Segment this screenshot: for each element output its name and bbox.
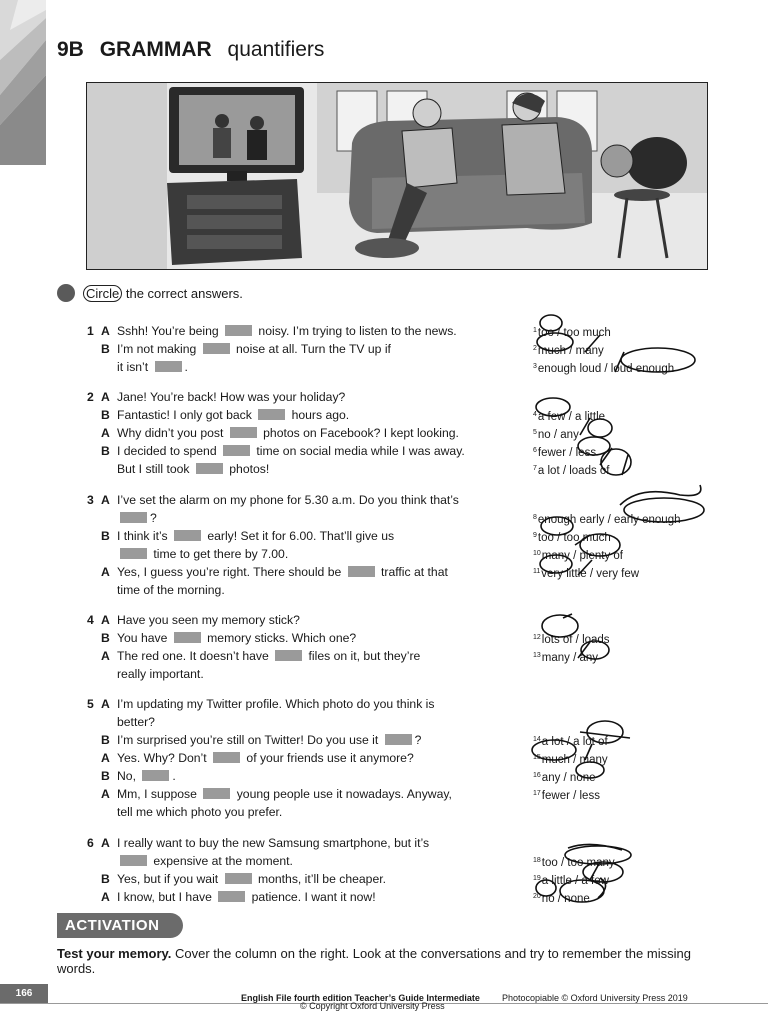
speaker-label: A <box>101 787 110 801</box>
dialogue-text: Have you seen my memory stick? <box>117 613 300 627</box>
answer-number: 18 <box>533 857 541 864</box>
dialogue-text: files on it, but they’re <box>305 649 421 663</box>
dialogue-text: time on social media while I was away. <box>253 444 465 458</box>
dialogue-text: really important. <box>117 667 204 681</box>
answer-option <box>533 732 608 750</box>
answer-choices: a lot / a lot of <box>541 736 608 748</box>
exercise-number: 5 <box>87 697 94 711</box>
dialogue-line <box>117 804 282 820</box>
answer-gap <box>225 325 252 336</box>
speaker-label: B <box>101 769 110 783</box>
answer-number: 11 <box>533 568 541 575</box>
answer-choices: fewer / less <box>537 447 597 459</box>
dialogue-text: . <box>172 769 176 783</box>
answer-number: 19 <box>533 875 541 882</box>
answer-option <box>533 889 590 907</box>
section-code: 9B <box>57 38 84 61</box>
dialogue-text: But I still took <box>117 462 193 476</box>
answer-gap <box>230 427 257 438</box>
dialogue-line <box>117 714 155 730</box>
dialogue-text: ? <box>150 511 157 525</box>
dialogue-text: Jane! You’re back! How was your holiday? <box>117 390 346 404</box>
answer-number: 20 <box>533 893 541 900</box>
dialogue-line <box>117 492 459 508</box>
dialogue-line <box>117 359 188 375</box>
speaker-label: A <box>101 324 110 338</box>
dialogue-line <box>117 630 356 646</box>
answer-choices: no / any <box>537 429 579 441</box>
dialogue-line <box>117 666 204 682</box>
dialogue-line <box>117 768 176 784</box>
answer-option <box>533 341 604 359</box>
instruction-text: the correct answers. <box>122 286 243 301</box>
dialogue-text: young people use it nowadays. Anyway, <box>233 787 452 801</box>
dialogue-text: photos on Facebook? I kept looking. <box>259 426 459 440</box>
answer-number: 15 <box>533 754 541 761</box>
answer-choices: a lot / loads of <box>537 465 610 477</box>
answer-gap <box>275 650 302 661</box>
answer-number: 9 <box>533 532 537 539</box>
dialogue-text: early! Set it for 6.00. That’ll give us <box>203 529 395 543</box>
dialogue-text: traffic at that <box>377 565 448 579</box>
answer-number: 3 <box>533 363 537 370</box>
answer-number: 1 <box>533 327 537 334</box>
dialogue-text: time to get there by 7.00. <box>150 547 289 561</box>
answer-gap <box>174 530 201 541</box>
dialogue-line <box>117 750 414 766</box>
speaker-label: B <box>101 444 110 458</box>
exercise-number: 3 <box>87 493 94 507</box>
activation-bold: Test your memory. <box>57 946 172 961</box>
instruction <box>57 284 243 302</box>
answer-gap <box>155 361 182 372</box>
dialogue-text: memory sticks. Which one? <box>203 631 357 645</box>
answer-gap <box>203 788 230 799</box>
dialogue-text: No, <box>117 769 140 783</box>
answer-choices: many / plenty of <box>541 550 623 562</box>
answer-gap <box>196 463 223 474</box>
speaker-label: A <box>101 649 110 663</box>
answer-gap <box>203 343 230 354</box>
answer-gap <box>174 632 201 643</box>
dialogue-line <box>117 564 448 580</box>
speaker-label: A <box>101 613 110 627</box>
answer-number: 8 <box>533 514 537 521</box>
speaker-label: A <box>101 836 110 850</box>
answer-choices: too / too much <box>537 327 611 339</box>
speaker-label: B <box>101 408 110 422</box>
dialogue-text: photos! <box>225 462 270 476</box>
speaker-label: A <box>101 426 110 440</box>
answer-option <box>533 323 611 341</box>
dialogue-text: Fantastic! I only got back <box>117 408 256 422</box>
answer-gap <box>142 770 169 781</box>
instruction-circled-word: Circle <box>83 285 122 302</box>
speaker-label: B <box>101 342 110 356</box>
dialogue-text: it isn’t <box>117 360 152 374</box>
dialogue-text: time of the morning. <box>117 583 225 597</box>
dialogue-line <box>117 443 465 459</box>
dialogue-text: tell me which photo you prefer. <box>117 805 283 819</box>
answer-option <box>533 443 596 461</box>
dialogue-text: Yes. Why? Don’t <box>117 751 211 765</box>
dialogue-line <box>117 786 452 802</box>
dialogue-text: noisy. I’m trying to listen to the news. <box>255 324 457 338</box>
exercise-number: 4 <box>87 613 94 627</box>
answer-choices: much / many <box>537 345 604 357</box>
dialogue-text: . <box>184 360 188 374</box>
answer-option <box>533 871 609 889</box>
page-title <box>57 38 324 62</box>
speaker-label: A <box>101 890 110 904</box>
dialogue-text: Mm, I suppose <box>117 787 201 801</box>
answer-choices: enough early / early enough <box>537 514 681 526</box>
answer-option <box>533 407 605 425</box>
answer-choices: much / many <box>541 754 608 766</box>
dialogue-line <box>117 546 288 562</box>
footer-book-title: English File fourth edition Teacher’s Guide Intermediate <box>241 993 480 1003</box>
answer-option <box>533 528 611 546</box>
answer-choices: a little / a few <box>541 875 609 887</box>
dialogue-line <box>117 389 345 405</box>
dialogue-text: I’m surprised you’re still on Twitter! Do you use it <box>117 733 382 747</box>
speaker-label: B <box>101 529 110 543</box>
speaker-label: A <box>101 565 110 579</box>
dialogue-line <box>117 648 420 664</box>
footer-rights: Photocopiable © Oxford University Press 2019 <box>502 993 688 1003</box>
dialogue-line <box>117 582 225 598</box>
answer-choices: any / none <box>541 772 596 784</box>
answer-number: 16 <box>533 772 541 779</box>
answer-gap <box>223 445 250 456</box>
answer-option <box>533 425 579 443</box>
dialogue-text: hours ago. <box>288 408 350 422</box>
answer-gap <box>385 734 412 745</box>
answer-gap <box>120 548 147 559</box>
answer-option <box>533 510 680 528</box>
answer-gap <box>258 409 285 420</box>
answer-option <box>533 546 623 564</box>
answer-choices: enough loud / loud enough <box>537 363 675 375</box>
illustration <box>86 82 708 270</box>
dialogue-text: I know, but I have <box>117 890 216 904</box>
exercise-number: 6 <box>87 836 94 850</box>
speaker-label: A <box>101 493 110 507</box>
dialogue-line <box>117 853 293 869</box>
dialogue-text: I’m not making <box>117 342 200 356</box>
exercise-number: 1 <box>87 324 94 338</box>
answer-option <box>533 630 610 648</box>
dialogue-line <box>117 835 429 851</box>
answer-number: 5 <box>533 429 537 436</box>
dialogue-text: Sshh! You’re being <box>117 324 223 338</box>
dialogue-text: of your friends use it anymore? <box>243 751 414 765</box>
answer-choices: very little / very few <box>541 568 640 580</box>
answer-option <box>533 648 598 666</box>
answer-number: 4 <box>533 411 537 418</box>
dialogue-line <box>117 612 300 628</box>
speaker-label: A <box>101 390 110 404</box>
activation-body: Cover the column on the right. Look at the conversations and try to remember the missing words. <box>57 946 691 976</box>
speaker-label: B <box>101 733 110 747</box>
dialogue-line <box>117 732 421 748</box>
answer-choices: lots of / loads <box>541 634 610 646</box>
dialogue-line <box>117 696 434 712</box>
activation-text <box>57 946 717 976</box>
dialogue-text: I’m updating my Twitter profile. Which photo do you think is <box>117 697 435 711</box>
answer-choices: no / none <box>541 893 590 905</box>
dialogue-line <box>117 341 391 357</box>
dialogue-text: ? <box>414 733 422 747</box>
answer-number: 14 <box>533 736 541 743</box>
dialogue-text: You have <box>117 631 171 645</box>
answer-choices: too / too many <box>541 857 615 869</box>
answer-option <box>533 853 615 871</box>
answer-option <box>533 359 674 377</box>
answer-gap <box>348 566 375 577</box>
activation-label: ACTIVATION <box>57 913 183 938</box>
answer-choices: a few / a little <box>537 411 606 423</box>
dialogue-text: Why didn’t you post <box>117 426 227 440</box>
speaker-label: B <box>101 872 110 886</box>
dialogue-text: noise at all. Turn the TV up if <box>232 342 391 356</box>
dialogue-text: I decided to spend <box>117 444 220 458</box>
dialogue-line <box>117 528 394 544</box>
dialogue-line <box>117 889 376 905</box>
speaker-label: B <box>101 631 110 645</box>
answer-number: 6 <box>533 447 537 454</box>
section-subtitle: quantifiers <box>227 38 325 61</box>
answer-gap <box>213 752 240 763</box>
dialogue-line <box>117 871 386 887</box>
dialogue-text: months, it’ll be cheaper. <box>254 872 386 886</box>
dialogue-text: Yes, but if you wait <box>117 872 222 886</box>
answer-option <box>533 750 608 768</box>
answer-number: 17 <box>533 790 541 797</box>
dialogue-text: I think it’s <box>117 529 171 543</box>
answer-option <box>533 768 596 786</box>
speaker-label: A <box>101 697 110 711</box>
answer-number: 12 <box>533 634 541 641</box>
section-title: GRAMMAR <box>99 38 212 61</box>
answer-gap <box>120 512 147 523</box>
dialogue-line <box>117 510 157 526</box>
dialogue-line <box>117 461 269 477</box>
answer-gap <box>120 855 147 866</box>
answer-option <box>533 564 639 582</box>
dialogue-text: I really want to buy the new Samsung smartphone, but it’s <box>117 836 430 850</box>
dialogue-text: Yes, I guess you’re right. There should be <box>117 565 345 579</box>
answer-choices: many / any <box>541 652 599 664</box>
answer-choices: fewer / less <box>541 790 600 802</box>
dialogue-text: expensive at the moment. <box>150 854 293 868</box>
answer-option <box>533 461 610 479</box>
dialogue-text: The red one. It doesn’t have <box>117 649 273 663</box>
answer-number: 2 <box>533 345 537 352</box>
dialogue-line <box>117 323 457 339</box>
dialogue-text: I’ve set the alarm on my phone for 5.30 a.m. Do you think that’s <box>117 493 459 507</box>
answer-choices: too / too much <box>537 532 611 544</box>
answer-number: 10 <box>533 550 541 557</box>
bullet-dot <box>57 284 75 302</box>
answer-number: 7 <box>533 465 537 472</box>
dialogue-text: better? <box>117 715 155 729</box>
exercise-number: 2 <box>87 390 94 404</box>
page-number: 166 <box>0 984 48 1003</box>
copyright-watermark: © Copyright Oxford University Press <box>300 1001 445 1011</box>
corner-decoration <box>0 0 46 165</box>
answer-number: 13 <box>533 652 541 659</box>
dialogue-line <box>117 407 349 423</box>
dialogue-line <box>117 425 459 441</box>
dialogue-text: patience. I want it now! <box>248 890 376 904</box>
answer-gap <box>225 873 252 884</box>
answer-gap <box>218 891 245 902</box>
speaker-label: A <box>101 751 110 765</box>
answer-option <box>533 786 600 804</box>
